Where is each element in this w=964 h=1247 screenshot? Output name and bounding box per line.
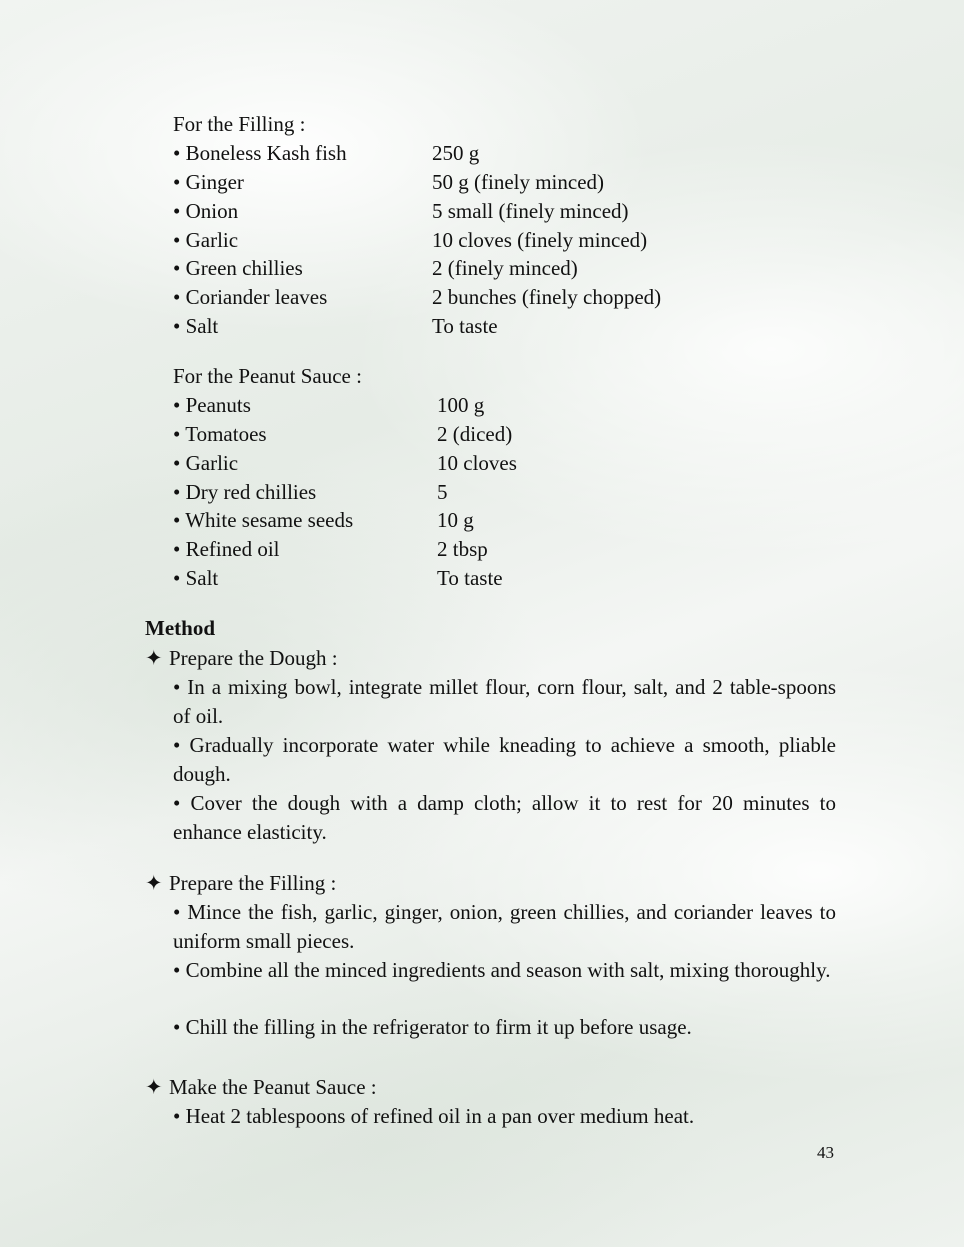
ingredient-name: • Refined oil [173, 537, 280, 561]
ingredient-qty: 50 g (finely minced) [432, 170, 605, 194]
ingredient-qty: 10 g [437, 508, 474, 532]
ingredient-name: • Salt [173, 314, 219, 338]
ingredient-name: • Tomatoes [173, 422, 267, 446]
ingredient-qty: 2 bunches (finely chopped) [432, 285, 662, 309]
method-step: • Combine all the minced ingredients and season with salt, mixing thoroughly. [173, 958, 831, 982]
method-heading: Method [145, 616, 215, 640]
step-group-label: Prepare the Filling : [169, 871, 337, 895]
method-step: • In a mixing bowl, integrate millet flour, corn flour, salt, and 2 table-spoons of oil. [173, 675, 836, 728]
ingredient-name: • Salt [173, 566, 219, 590]
ingredient-qty: 2 (diced) [437, 422, 513, 446]
ingredient-qty: 10 cloves (finely minced) [432, 228, 648, 252]
ingredient-qty: 100 g [437, 393, 485, 417]
ingredient-name: • Peanuts [173, 393, 251, 417]
ingredient-qty: 10 cloves [437, 451, 517, 475]
ingredient-name: • Garlic [173, 451, 239, 475]
step-group-label: Make the Peanut Sauce : [169, 1075, 377, 1099]
ingredient-qty: 2 (finely minced) [432, 256, 578, 280]
step-group-title [145, 869, 336, 898]
method-step: • Heat 2 tablespoons of refined oil in a pan over medium heat. [173, 1104, 695, 1128]
step-group-title [145, 644, 338, 673]
step-group-label: Prepare the Dough : [169, 646, 338, 670]
ingredient-name: • Dry red chillies [173, 480, 317, 504]
ingredient-qty: 250 g [432, 141, 480, 165]
ingredient-name: • Coriander leaves [173, 285, 328, 309]
ingredient-qty: 2 tbsp [437, 537, 488, 561]
filling-title: For the Filling : [173, 112, 306, 136]
ingredient-name: • Green chillies [173, 256, 303, 280]
ingredient-qty: To taste [437, 566, 503, 590]
ingredient-name: • Onion [173, 199, 239, 223]
ingredient-qty: To taste [432, 314, 498, 338]
star-bullet-icon: ✦ [145, 1075, 163, 1099]
ingredient-name: • Boneless Kash fish [173, 141, 347, 165]
ingredient-name: • Garlic [173, 228, 239, 252]
method-step: • Gradually incorporate water while kneading to achieve a smooth, pliable dough. [173, 733, 836, 786]
sauce-title: For the Peanut Sauce : [173, 364, 362, 388]
page-number: 43 [817, 1143, 834, 1162]
ingredient-qty: 5 small (finely minced) [432, 199, 629, 223]
method-step: • Mince the fish, garlic, ginger, onion, green chillies, and coriander leaves to uniform small pieces. [173, 900, 836, 953]
star-bullet-icon: ✦ [145, 646, 163, 670]
ingredient-name: • Ginger [173, 170, 244, 194]
ingredient-name: • White sesame seeds [173, 508, 354, 532]
star-bullet-icon: ✦ [145, 871, 163, 895]
method-step: • Cover the dough with a damp cloth; allow it to rest for 20 minutes to enhance elasticity. [173, 791, 836, 844]
step-group-title [145, 1073, 377, 1102]
ingredient-qty: 5 [437, 480, 448, 504]
method-step: • Chill the filling in the refrigerator to firm it up before usage. [173, 1015, 692, 1039]
